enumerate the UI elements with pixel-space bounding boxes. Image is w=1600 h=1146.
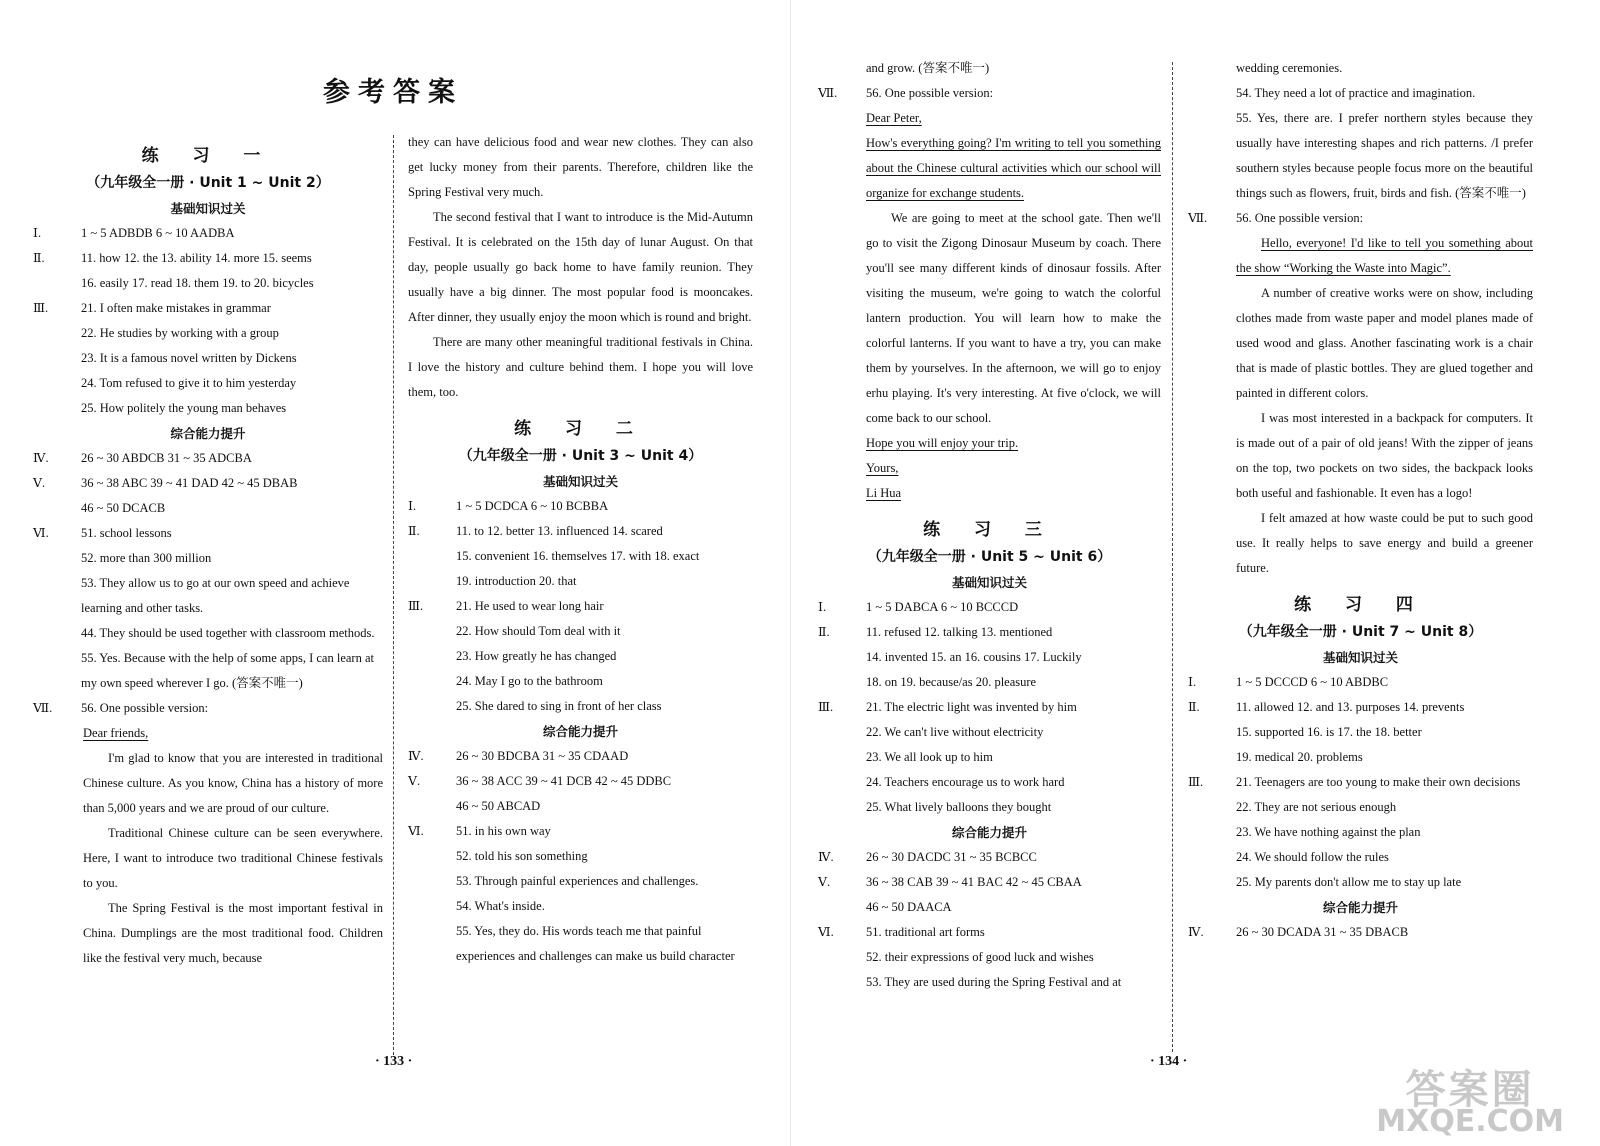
column-3 xyxy=(818,56,1161,995)
answer-line: 18. on 19. because/as 20. pleasure xyxy=(866,675,1037,689)
column-2 xyxy=(408,130,753,969)
answer-line: 22. He studies by working with a group xyxy=(81,326,279,340)
section-heading-basic: 基础知识过关 xyxy=(170,201,246,216)
page-number-right: · 134 · xyxy=(1150,1054,1188,1069)
speech-paragraph: I was most interested in a backpack for computers. It is made out of a pair of old jeans! With the zipper of jeans on the top, two pockets on two sides, the backpack looks both useful and fashionable. It even has a logo! xyxy=(1236,411,1533,500)
answer-line: Ⅳ. 26 ~ 30 BDCBA 31 ~ 35 CDAAD xyxy=(408,749,629,763)
answer-line: 52. told his son something xyxy=(456,849,588,863)
answer-line: wedding ceremonies. xyxy=(1236,61,1343,75)
answer-line: 52. more than 300 million xyxy=(81,551,212,565)
answer-line: 23. We have nothing against the plan xyxy=(1236,825,1421,839)
answer-line: 25. She dared to sing in front of her class xyxy=(456,699,662,713)
answer-line: Ⅳ. 26 ~ 30 ABDCB 31 ~ 35 ADCBA xyxy=(33,451,252,465)
section-heading-advanced: 综合能力提升 xyxy=(1322,900,1398,915)
answer-line: 46 ~ 50 ABCAD xyxy=(456,799,541,813)
answer-line: 55. Yes, they do. His words teach me that painful experiences and challenges can make us build character xyxy=(456,924,735,963)
answer-line: Ⅲ. 21. He used to wear long hair xyxy=(408,599,604,613)
answer-line: 24. May I go to the bathroom xyxy=(456,674,603,688)
answer-line: 52. their expressions of good luck and wishes xyxy=(866,950,1094,964)
section-heading-advanced: 综合能力提升 xyxy=(951,825,1027,840)
answer-line: 23. How greatly he has changed xyxy=(456,649,617,663)
column-divider xyxy=(393,135,394,1055)
answer-line: Ⅰ. 1 ~ 5 DABCA 6 ~ 10 BCCCD xyxy=(818,600,1019,614)
exercise-3-heading: 练 习 三 xyxy=(923,520,1056,540)
letter-greeting: Dear Peter, xyxy=(866,111,922,125)
answer-line: Ⅰ. 1 ~ 5 DCCCD 6 ~ 10 ABDBC xyxy=(1188,675,1389,689)
answer-line: 54. What's inside. xyxy=(456,899,545,913)
exercise-2-heading: 练 习 二 xyxy=(514,419,647,439)
answer-line: 22. We can't live without electricity xyxy=(866,725,1044,739)
answer-line: Ⅴ. 36 ~ 38 CAB 39 ~ 41 BAC 42 ~ 45 CBAA xyxy=(818,875,1082,889)
answer-line: 44. They should be used together with classroom methods. xyxy=(81,626,375,640)
answer-line: Ⅶ. 56. One possible version: xyxy=(818,86,994,100)
speech-paragraph: Hello, everyone! I'd like to tell you something about the show “Working the Waste into Magic”. xyxy=(1236,236,1533,275)
answer-line: Ⅲ. 21. The electric light was invented by him xyxy=(818,700,1077,714)
letter-signature: Li Hua xyxy=(866,486,902,500)
answer-line: Ⅳ. 26 ~ 30 DCADA 31 ~ 35 DBACB xyxy=(1188,925,1409,939)
answer-line: 16. easily 17. read 18. them 19. to 20. bicycles xyxy=(81,276,314,290)
section-heading-advanced: 综合能力提升 xyxy=(542,724,618,739)
letter-paragraph: Traditional Chinese culture can be seen everywhere. Here, I want to introduce two traditional Chinese festivals to you. xyxy=(83,826,383,890)
answer-line: 14. invented 15. an 16. cousins 17. Luckily xyxy=(866,650,1082,664)
answer-line: Ⅵ. 51. school lessons xyxy=(33,526,172,540)
answer-line: Ⅵ. 51. traditional art forms xyxy=(818,925,985,939)
answer-line: Ⅶ. 56. One possible version: xyxy=(33,701,209,715)
section-heading-advanced: 综合能力提升 xyxy=(170,426,246,441)
column-1 xyxy=(33,0,383,971)
page-gutter xyxy=(790,0,791,1146)
speech-paragraph: A number of creative works were on show, including clothes made from waste paper and model planes made of used wood and glass. Another fascinating work is a chair that is made of plastic bottles. They are glued together and painted in different colors. xyxy=(1236,286,1533,400)
answer-line: Ⅵ. 51. in his own way xyxy=(408,824,551,838)
answer-line: 22. They are not serious enough xyxy=(1236,800,1397,814)
letter-paragraph: I'm glad to know that you are interested in traditional Chinese culture. As you know, China has a history of more than 5,000 years and we are proud of our culture. xyxy=(83,751,383,815)
answer-line: Ⅱ. 11. allowed 12. and 13. purposes 14. prevents xyxy=(1188,700,1465,714)
exercise-2-subtitle: （九年级全一册 · Unit 3 ~ Unit 4） xyxy=(458,448,703,464)
exercise-4-subtitle: （九年级全一册 · Unit 7 ~ Unit 8） xyxy=(1238,624,1483,640)
exercise-1-subtitle: （九年级全一册 · Unit 1 ~ Unit 2） xyxy=(86,175,330,191)
letter-greeting: Dear friends, xyxy=(83,726,149,740)
letter-paragraph: Hope you will enjoy your trip. xyxy=(866,436,1019,450)
column-divider xyxy=(1172,62,1173,1052)
answer-line: 55. Yes, there are. I prefer northern styles because they usually have interesting shapes and rich patterns. /I prefer southern styles because people focus more on the beautiful things such as flowers, fruit, birds and fish. (答案不唯一) xyxy=(1236,111,1533,200)
answer-line: Ⅴ. 36 ~ 38 ACC 39 ~ 41 DCB 42 ~ 45 DDBC xyxy=(408,774,672,788)
exercise-1-heading: 练 习 一 xyxy=(141,146,275,166)
letter-paragraph: they can have delicious food and wear new clothes. They can also get lucky money from their parents. Therefore, children like the Spring Festival very much. xyxy=(408,135,753,199)
answer-line: Ⅰ. 1 ~ 5 ADBDB 6 ~ 10 AADBA xyxy=(33,226,235,240)
answer-line: Ⅰ. 1 ~ 5 DCDCA 6 ~ 10 BCBBA xyxy=(408,499,609,513)
answer-line: 53. They are used during the Spring Festival and at xyxy=(866,975,1122,989)
watermark-logo: 答案圈 MXQE.COM xyxy=(1376,1067,1564,1139)
answer-line: Ⅱ. 11. refused 12. talking 13. mentioned xyxy=(818,625,1053,639)
column-4 xyxy=(1188,56,1533,945)
exercise-3-subtitle: （九年级全一册 · Unit 5 ~ Unit 6） xyxy=(867,549,1112,565)
section-heading-basic: 基础知识过关 xyxy=(542,474,618,489)
answer-line: 46 ~ 50 DAACA xyxy=(866,900,952,914)
answer-line: 15. convenient 16. themselves 17. with 18. exact xyxy=(456,549,700,563)
answer-line: 46 ~ 50 DCACB xyxy=(81,501,166,515)
answer-line: 23. It is a famous novel written by Dickens xyxy=(81,351,297,365)
letter-closing: Yours, xyxy=(866,461,899,475)
letter-paragraph: We are going to meet at the school gate. Then we'll go to visit the Zigong Dinosaur Museum by coach. There you'll see many different kinds of dinosaur fossils. After visiting the museum, we're going to watch the colorful lantern production. You will learn how to make the colorful lanterns. If you want to have a try, you can make them by yourselves. In the afternoon, we will go to enjoy erhu playing. It's very interesting. At five o'clock, we will come back to our school. xyxy=(866,211,1161,425)
answer-line: 19. introduction 20. that xyxy=(456,574,577,588)
answer-line: Ⅴ. 36 ~ 38 ABC 39 ~ 41 DAD 42 ~ 45 DBAB xyxy=(33,476,298,490)
answer-line: 25. What lively balloons they bought xyxy=(866,800,1052,814)
answer-line: 24. Teachers encourage us to work hard xyxy=(866,775,1065,789)
answer-line: 54. They need a lot of practice and imagination. xyxy=(1236,86,1476,100)
answer-line: Ⅱ. 11. to 12. better 13. influenced 14. scared xyxy=(408,524,663,538)
letter-paragraph: There are many other meaningful traditional festivals in China. I love the history and culture behind them. I hope you will love them, too. xyxy=(408,335,753,399)
answer-line: 25. My parents don't allow me to stay up late xyxy=(1236,875,1462,889)
answer-line: 23. We all look up to him xyxy=(866,750,993,764)
speech-paragraph: I felt amazed at how waste could be put to such good use. It really helps to save energy and build a greener future. xyxy=(1236,511,1533,575)
page-number-left: · 133 · xyxy=(375,1054,413,1069)
letter-paragraph: The Spring Festival is the most important festival in China. Dumplings are the most traditional food. Children like the festival very much, because xyxy=(83,901,383,965)
exercise-4-heading: 练 习 四 xyxy=(1294,595,1427,615)
answer-line: 24. We should follow the rules xyxy=(1236,850,1389,864)
answer-line: 53. Through painful experiences and challenges. xyxy=(456,874,699,888)
answer-line: Ⅲ. 21. Teenagers are too young to make their own decisions xyxy=(1188,775,1521,789)
answer-line: 55. Yes. Because with the help of some apps, I can learn at my own speed wherever I go. (答案不唯一) xyxy=(81,651,374,690)
answer-line: 53. They allow us to go at our own speed and achieve learning and other tasks. xyxy=(81,576,350,615)
section-heading-basic: 基础知识过关 xyxy=(951,575,1027,590)
answer-line: 24. Tom refused to give it to him yesterday xyxy=(81,376,297,390)
answer-line: and grow. (答案不唯一) xyxy=(866,61,990,75)
answer-line: 25. How politely the young man behaves xyxy=(81,401,287,415)
section-heading-basic: 基础知识过关 xyxy=(1322,650,1398,665)
letter-paragraph: The second festival that I want to introduce is the Mid-Autumn Festival. It is celebrated on the 15th day of lunar August. On that day, people usually go back home to have family reunion. They usually have a big dinner. The most popular food is mooncakes. After dinner, they usually enjoy the moon which is round and bright. xyxy=(408,210,753,324)
letter-paragraph: How's everything going? I'm writing to tell you something about the Chinese cultural activities which our school will organize for exchange students. xyxy=(866,136,1161,200)
answer-line: Ⅲ. 21. I often make mistakes in grammar xyxy=(33,301,271,315)
answer-line: 19. medical 20. problems xyxy=(1236,750,1363,764)
answer-line: Ⅱ. 11. how 12. the 13. ability 14. more 15. seems xyxy=(33,251,312,265)
page-title: 参考答案 xyxy=(323,77,463,108)
answer-line: Ⅳ. 26 ~ 30 DACDC 31 ~ 35 BCBCC xyxy=(818,850,1037,864)
answer-line: Ⅶ. 56. One possible version: xyxy=(1188,211,1364,225)
answer-line: 22. How should Tom deal with it xyxy=(456,624,621,638)
answer-line: 15. supported 16. is 17. the 18. better xyxy=(1236,725,1422,739)
